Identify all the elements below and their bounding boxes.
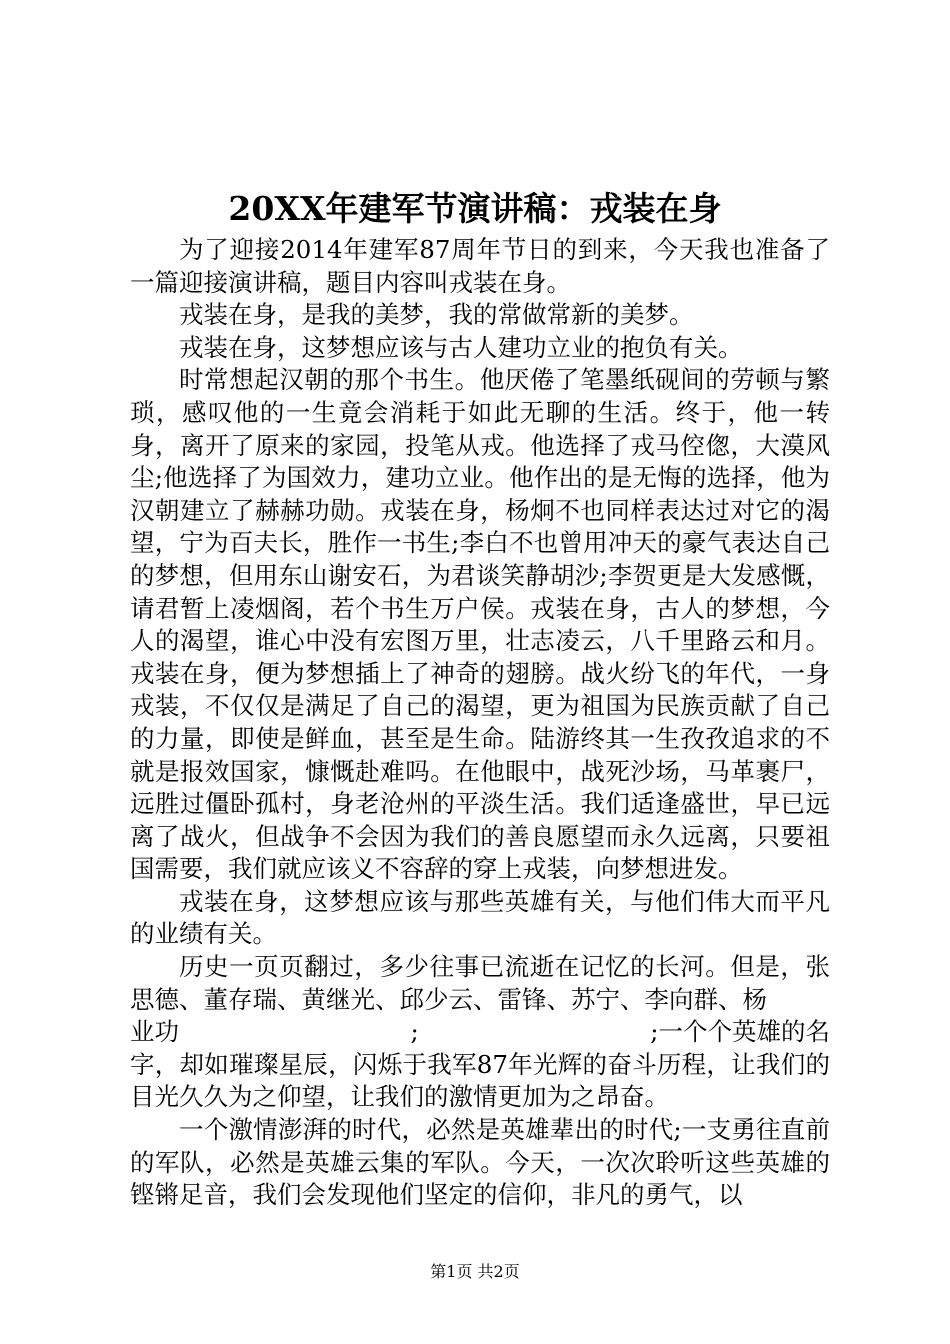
paragraph-6-gap-right: ;一个个英雄的名 bbox=[650, 1017, 830, 1047]
paragraph-1: 为了迎接2014年建军87周年节日的到来，今天我也准备了一篇迎接演讲稿，题目内容叫戎装在身。 bbox=[130, 235, 830, 297]
document-title: 20XX年建军节演讲稿：戎装在身 bbox=[228, 189, 722, 228]
paragraph-7: 一个激情澎湃的时代，必然是英雄辈出的时代;一支勇往直前的军队，必然是英雄云集的军队。今天，一次次聆听这些英雄的铿锵足音，我们会发现他们坚定的信仰，非凡的勇气，以 bbox=[130, 1115, 830, 1210]
paragraph-6-gap-left: 业功 bbox=[130, 1017, 179, 1047]
document-body bbox=[130, 234, 830, 1212]
paragraph-6-start: 历史一页页翻过，多少往事已流逝在记忆的长河。但是，张思德、董存瑞、黄继光、邱少云、雷锋、苏宁、李向群、杨 bbox=[130, 952, 830, 1014]
paragraph-3: 戎装在身，这梦想应该与古人建功立业的抱负有关。 bbox=[179, 332, 743, 362]
paragraph-6-end: 字，却如璀璨星辰，闪烁于我军87年光辉的奋斗历程，让我们的目光久久为之仰望，让我们的激情更加为之昂奋。 bbox=[130, 1049, 830, 1112]
paragraph-6-gap-line bbox=[130, 1016, 830, 1049]
page-footer: 第1页 共2页 bbox=[430, 1262, 520, 1281]
paragraph-2: 戎装在身，是我的美梦，我的常做常新的美梦。 bbox=[179, 300, 694, 330]
paragraph-5: 戎装在身，这梦想应该与那些英雄有关，与他们伟大而平凡的业绩有关。 bbox=[130, 886, 830, 949]
paragraph-4: 时常想起汉朝的那个书生。他厌倦了笔墨纸砚间的劳顿与繁琐，感叹他的一生竟会消耗于如此无聊的生活。终于，他一转身，离开了原来的家园，投笔从戎。他选择了戎马倥偬，大漠风尘;他选择了为国效力，建功立业。他作出的是无悔的选择，他为汉朝建立了赫赫功勋。戎装在身，杨炯不也同样表达过对它的渴望，宁为百夫长，胜作一书生;李白不也曾用冲天的豪气表达自己的梦想，但用东山谢安石，为君谈笑静胡沙;李贺更是大发感慨，请君暂上凌烟阁，若个书生万户侯。戎装在身，古人的梦想，今人的渴望，谁心中没有宏图万里，壮志凌云，八千里路云和月。戎装在身，便为梦想插上了神奇的翅膀。战火纷飞的年代，一身戎装，不仅仅是满足了自己的渴望，更为祖国为民族贡献了自己的力量，即使是鲜血，甚至是生命。陆游终其一生孜孜追求的不就是报效国家，慷慨赴难吗。在他眼中，战死沙场，马革裹尸，远胜过僵卧孤村，身老沧州的平淡生活。我们适逢盛世，早已远离了战火，但战争不会因为我们的善良愿望而永久远离，只要祖国需要，我们就应该义不容辞的穿上戎装，向梦想进发。 bbox=[130, 365, 830, 884]
paragraph-6-gap-mid: ; bbox=[410, 1017, 419, 1047]
